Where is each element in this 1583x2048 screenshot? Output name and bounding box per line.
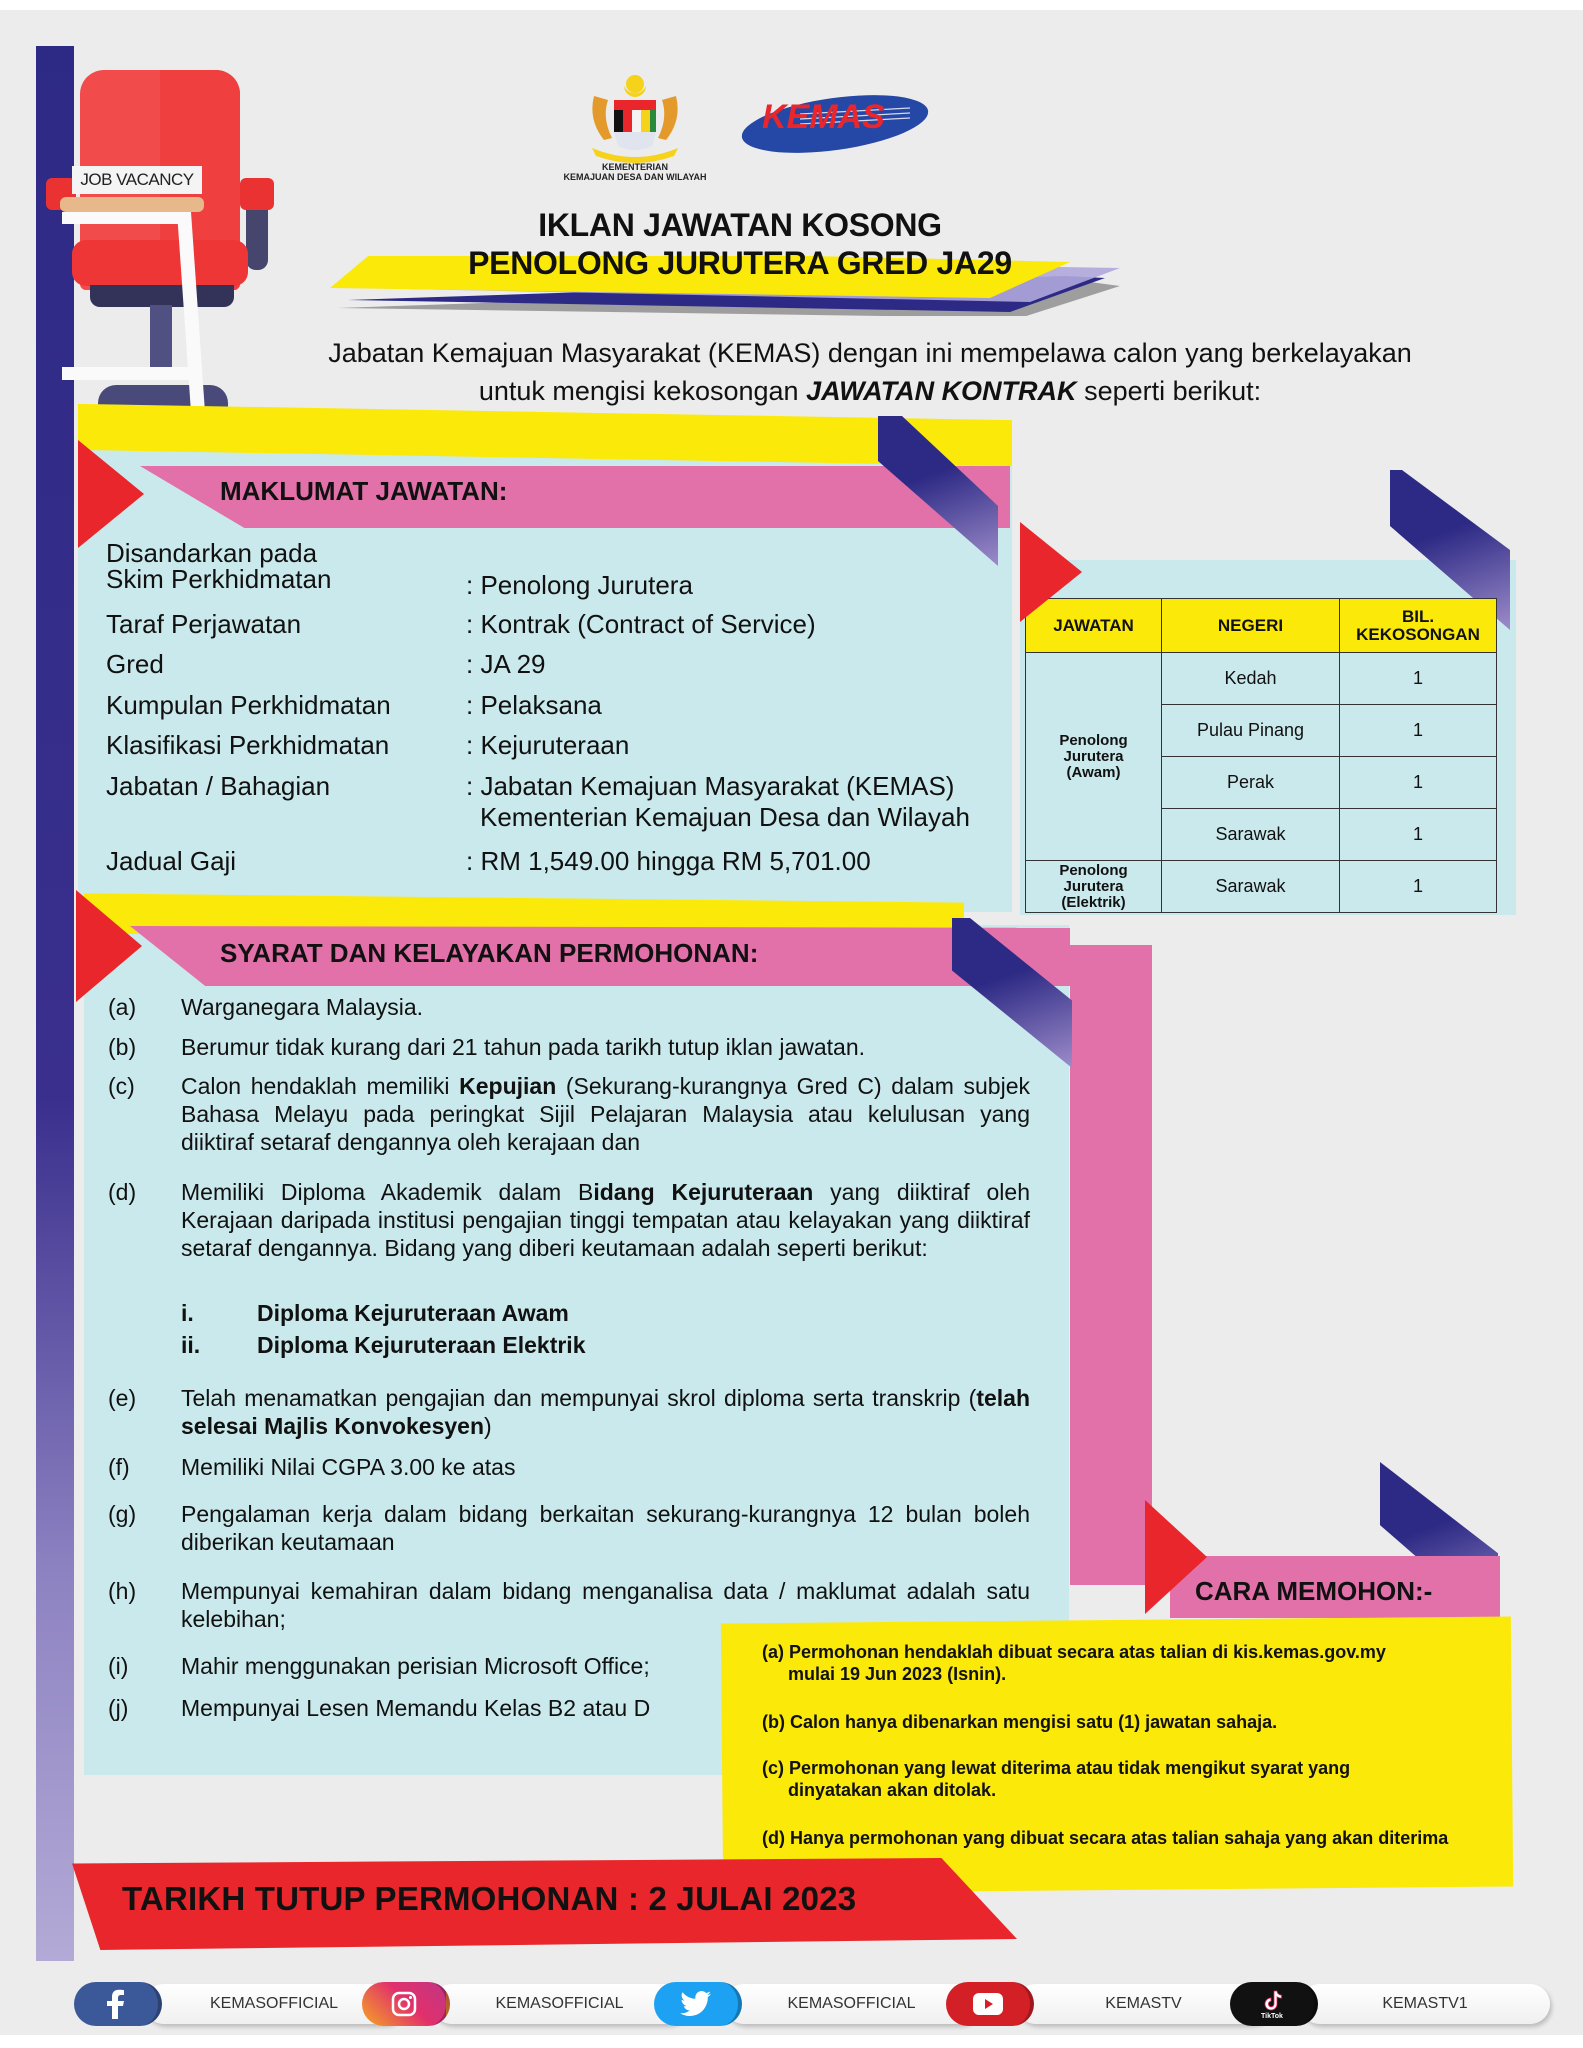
- intro-line-1: Jabatan Kemajuan Masyarakat (KEMAS) dengan ini mempelawa calon yang berkelayakan: [328, 338, 1412, 368]
- info-row-jabatan: [106, 771, 970, 833]
- jawatan-cell: [1026, 861, 1162, 913]
- info-label: Kumpulan Perkhidmatan: [106, 690, 391, 720]
- requirement-item: [108, 1178, 1030, 1262]
- info-row-gaji: [106, 846, 871, 877]
- salary-value: : RM 1,549.00 hingga RM 5,701.00: [466, 846, 871, 876]
- youtube-handle[interactable]: KEMASTV: [1016, 1984, 1271, 2024]
- requirement-label: (a): [108, 994, 137, 1020]
- info-label-line-1: Disandarkan pada: [106, 538, 318, 568]
- chair-post: [150, 305, 172, 375]
- application-step: [762, 1711, 1277, 1733]
- info-value: : Kontrak (Contract of Service): [466, 609, 816, 639]
- pink-side-strip: [1070, 945, 1152, 1585]
- bil-cell: 1: [1340, 809, 1497, 861]
- requirement-text: [181, 1384, 1030, 1440]
- column-header-bil: [1340, 599, 1497, 653]
- negeri-cell: Kedah: [1162, 653, 1340, 705]
- step-line-2: mulai 19 Jun 2023 (Isnin).: [788, 1664, 1007, 1684]
- step-line-1: (c) Permohonan yang lewat diterima atau tidak mengikut syarat yang: [762, 1758, 1351, 1778]
- requirement-label: (e): [108, 1385, 137, 1411]
- info-label: Taraf Perjawatan: [106, 609, 302, 639]
- diploma-sub-item: [181, 1330, 586, 1360]
- title-line-1: IKLAN JAWATAN KOSONG: [538, 207, 942, 243]
- sub-item-number: ii.: [181, 1332, 201, 1358]
- bil-cell: 1: [1340, 757, 1497, 809]
- info-value: [466, 771, 970, 833]
- step-line-1: (d) Hanya permohonan yang dibuat secara atas talian sahaja yang akan diterima: [762, 1828, 1449, 1848]
- negeri-cell: Pulau Pinang: [1162, 705, 1340, 757]
- info-row-kumpulan: [106, 690, 602, 721]
- instagram-handle[interactable]: KEMASOFFICIAL: [432, 1984, 687, 2024]
- info-label-line-2: Skim Perkhidmatan: [106, 564, 332, 594]
- ministry-line-2: KEMAJUAN DESA DAN WILAYAH: [563, 172, 707, 182]
- sub-item-text: Diploma Kejuruteraan Awam: [257, 1300, 569, 1326]
- jawatan-line-2: Jurutera: [1063, 877, 1124, 895]
- ministry-line-1: KEMENTERIAN: [601, 162, 668, 172]
- requirement-text: Memiliki Nilai CGPA 3.00 ke atas: [181, 1454, 516, 1480]
- text-part: yang diiktiraf oleh Kerajaan daripada institusi pengajian tinggi tempatan atau kelayakan yang diiktiraf setaraf dengannya. Bidang yang diberi keutamaan adalah seperti berikut:: [181, 1179, 1030, 1261]
- table-row: [1026, 861, 1497, 913]
- jawatan-line-1: Penolong: [1059, 861, 1128, 879]
- info-row-skim: [106, 540, 693, 601]
- info-value: : JA 29: [466, 649, 546, 679]
- facebook-icon: [74, 1982, 162, 2026]
- text-part: (Sekurang-kurangnya Gred C) dalam subjek Bahasa Melayu pada peringkat Sijil Pelajaran Malaysia atau kelulusan yang diiktiraf setaraf dengannya oleh kerajaan dan: [181, 1073, 1030, 1155]
- jawatan-cell: [1026, 653, 1162, 861]
- twitter-handle[interactable]: KEMASOFFICIAL: [724, 1984, 979, 2024]
- desk-foot: [62, 367, 192, 380]
- text-emphasis: Kepujian: [459, 1073, 557, 1099]
- requirement-label: (j): [108, 1695, 129, 1721]
- intro-text: [220, 334, 1520, 410]
- bil-cell: 1: [1340, 861, 1497, 913]
- sub-item-number: i.: [181, 1300, 194, 1326]
- intro-line-2-post: seperti berikut:: [1076, 376, 1262, 406]
- negeri-cell: Sarawak: [1162, 861, 1340, 913]
- desk-top: [60, 197, 204, 212]
- info-row-taraf: [106, 609, 816, 640]
- info-label: Gred: [106, 649, 164, 679]
- jawatan-line-1: Penolong: [1059, 731, 1128, 749]
- chair-seat: [72, 240, 248, 286]
- desk-shelf: [62, 212, 190, 224]
- tiktok-label: TikTok: [1261, 2012, 1283, 2020]
- info-value: : Penolong Jurutera: [466, 570, 693, 600]
- table-header-row: [1026, 599, 1497, 653]
- info-label: Klasifikasi Perkhidmatan: [106, 730, 390, 760]
- kemas-logo: [740, 86, 930, 156]
- info-label: Jadual Gaji: [106, 846, 237, 876]
- page-title: [380, 206, 1100, 282]
- negeri-cell: Sarawak: [1162, 809, 1340, 861]
- step-line-1: (a) Permohonan hendaklah dibuat secara atas talian di kis.kemas.gov.my: [762, 1642, 1386, 1662]
- column-header-negeri: NEGERI: [1162, 599, 1340, 653]
- text-part: Memiliki Diploma Akademik dalam B: [181, 1179, 594, 1205]
- requirement-item: [108, 1384, 1030, 1440]
- diploma-sub-item: [181, 1298, 569, 1328]
- application-step: [762, 1641, 1386, 1685]
- text-part: Calon hendaklah memiliki: [181, 1073, 460, 1099]
- requirement-text: [181, 1072, 1030, 1156]
- ministry-name: [550, 162, 720, 182]
- info-label: [106, 540, 466, 592]
- application-step: [762, 1757, 1350, 1801]
- info-value-line-1: : Jabatan Kemajuan Masyarakat (KEMAS): [466, 771, 955, 801]
- contract-position-emphasis: JAWATAN KONTRAK: [806, 376, 1077, 406]
- malaysia-crest-icon: [580, 70, 690, 170]
- requirement-item: [108, 1453, 1030, 1481]
- cara-memohon-title: CARA MEMOHON:-: [1195, 1576, 1433, 1606]
- header-bil-line-2: KEKOSONGAN: [1356, 624, 1480, 644]
- info-value: : Kejuruteraan: [466, 730, 630, 760]
- requirement-item: [108, 993, 1030, 1021]
- info-row-gred: [106, 649, 546, 680]
- kemas-logo-text: KEMAS: [762, 98, 885, 136]
- bil-cell: 1: [1340, 653, 1497, 705]
- requirement-item: [108, 1033, 1030, 1061]
- step-line-2: dinyatakan akan ditolak.: [788, 1780, 997, 1800]
- facebook-handle[interactable]: KEMASOFFICIAL: [144, 1984, 404, 2024]
- jawatan-line-2: Jurutera: [1063, 747, 1124, 765]
- requirement-text: [181, 1178, 1030, 1262]
- header-bil-line-1: BIL.: [1401, 606, 1435, 626]
- info-value: : Pelaksana: [466, 690, 602, 720]
- column-header-jawatan: JAWATAN: [1026, 599, 1162, 653]
- intro-line-2-pre: untuk mengisi kekosongan: [478, 376, 807, 406]
- text-part: ): [484, 1413, 492, 1439]
- vacancy-table: [1025, 598, 1497, 913]
- text-emphasis: telah selesai Majlis Konvokesyen: [181, 1385, 1030, 1439]
- maklumat-title: MAKLUMAT JAWATAN:: [220, 476, 508, 506]
- requirement-label: (g): [108, 1501, 137, 1527]
- requirement-item: [108, 1500, 1030, 1556]
- negeri-cell: Perak: [1162, 757, 1340, 809]
- closing-date-text: TARIKH TUTUP PERMOHONAN : 2 JULAI 2023: [122, 1880, 857, 1917]
- job-vacancy-tag: JOB VACANCY: [72, 166, 202, 194]
- requirement-text: Warganegara Malaysia.: [181, 994, 424, 1020]
- chair-arm-right: [240, 178, 274, 210]
- requirement-text: Mahir menggunakan perisian Microsoft Office;: [181, 1653, 650, 1679]
- step-line-1: (b) Calon hanya dibenarkan mengisi satu (1) jawatan sahaja.: [762, 1712, 1278, 1732]
- info-row-klasifikasi: [106, 730, 629, 761]
- requirement-text: Mempunyai Lesen Memandu Kelas B2 atau D: [181, 1695, 651, 1721]
- requirement-text: Berumur tidak kurang dari 21 tahun pada tarikh tutup iklan jawatan.: [181, 1034, 866, 1060]
- syarat-title: SYARAT DAN KELAYAKAN PERMOHONAN:: [220, 938, 759, 968]
- sub-item-text: Diploma Kejuruteraan Elektrik: [257, 1332, 586, 1358]
- jawatan-line-3: (Elektrik): [1061, 893, 1126, 911]
- requirement-label: (c): [108, 1073, 135, 1099]
- application-step: [762, 1827, 1448, 1849]
- tiktok-icon: [1230, 1982, 1318, 2026]
- requirement-label: (h): [108, 1578, 137, 1604]
- requirement-label: (f): [108, 1454, 130, 1480]
- bil-cell: 1: [1340, 705, 1497, 757]
- text-part: Telah menamatkan pengajian dan mempunyai skrol diploma serta transkrip (: [181, 1385, 977, 1411]
- requirement-label: (i): [108, 1653, 129, 1679]
- requirement-text: Mempunyai kemahiran dalam bidang menganalisa data / maklumat adalah satu kelebihan;: [181, 1578, 1030, 1632]
- youtube-icon: [946, 1982, 1034, 2026]
- jawatan-line-3: (Awam): [1066, 763, 1121, 781]
- text-emphasis: idang Kejuruteraan: [593, 1179, 814, 1205]
- title-line-2: PENOLONG JURUTERA GRED JA29: [468, 245, 1012, 281]
- requirement-item: [108, 1072, 1030, 1156]
- chair-under: [90, 285, 234, 307]
- info-label: Jabatan / Bahagian: [106, 771, 331, 801]
- twitter-icon: [654, 1982, 742, 2026]
- intro-line-2: [220, 372, 1520, 410]
- left-accent-bar: [36, 46, 74, 1961]
- requirement-label: (b): [108, 1034, 137, 1060]
- chair-armpost: [246, 210, 268, 270]
- table-row: [1026, 653, 1497, 705]
- requirement-label: (d): [108, 1179, 137, 1205]
- requirement-text: Pengalaman kerja dalam bidang berkaitan sekurang-kurangnya 12 bulan boleh diberikan keutamaan: [181, 1501, 1030, 1555]
- info-value-line-2: Kementerian Kemajuan Desa dan Wilayah: [480, 802, 970, 832]
- tiktok-handle[interactable]: KEMASTV1: [1300, 1984, 1550, 2024]
- instagram-icon: [362, 1982, 450, 2026]
